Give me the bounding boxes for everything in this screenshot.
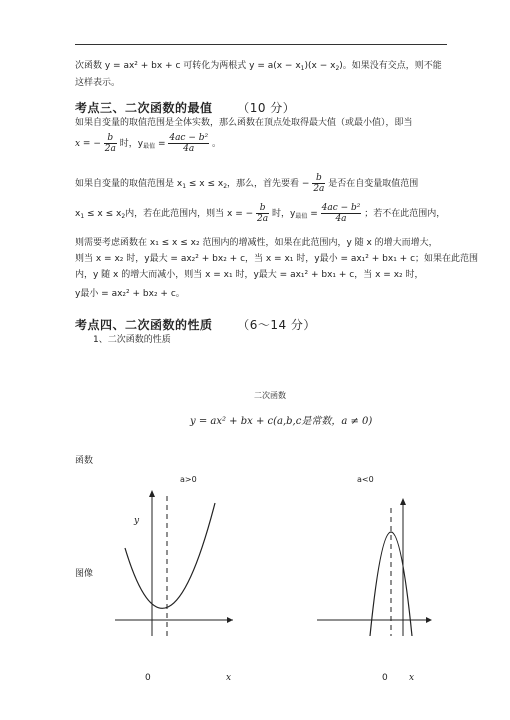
p4-frac2-num: b bbox=[256, 203, 269, 214]
p3-frac1-num: b bbox=[104, 133, 117, 144]
origin-label-right: 0 bbox=[382, 673, 388, 683]
section-heading-4 bbox=[75, 316, 316, 333]
p4-l1-d: 是否在自变量取值范围 bbox=[328, 179, 419, 189]
p4-l1-a: 如果自变量的取值范围是 x bbox=[75, 179, 183, 189]
p3-x-eq: x = − bbox=[75, 139, 101, 149]
label-a-negative: a<0 bbox=[357, 475, 374, 484]
p4-ymax-sub: 最值 bbox=[295, 213, 308, 220]
p4-l2-e: = bbox=[307, 209, 321, 219]
p4-l1-b: ≤ x ≤ x bbox=[186, 179, 224, 189]
p4-line-5: 内，y 随 x 的增大而减小，则当 x = x₁ 时，y最大 = ax₁² + bx₁ + c，当 x = x₂ 时， bbox=[75, 270, 424, 280]
graph-upward-parabola bbox=[115, 488, 235, 638]
subheading-1: 1、二次函数的性质 bbox=[93, 335, 171, 345]
label-a-positive: a>0 bbox=[180, 475, 197, 484]
graph-downward-parabola bbox=[315, 488, 435, 638]
p4-l2-b: ≤ x ≤ x bbox=[84, 209, 122, 219]
p4-l2-c: 内，若在此范围内，则当 x = − bbox=[125, 209, 254, 219]
p4-fraction-vertex-1 bbox=[312, 173, 325, 194]
heading-4-title: 考点四、二次函数的性质 bbox=[75, 318, 213, 332]
p4-line-2: $x_1 \le x \le x_2$内，若在此范围内，则当 x = − $\frac{b}{2a}$ 时，$y_{最值}$ = $\frac{\text{4ac − b²}}{4a}$ ；若不在此范围内， bbox=[75, 203, 446, 224]
p4-l2-d: 时，y bbox=[272, 209, 296, 219]
p4-fraction-extreme bbox=[321, 203, 362, 224]
p4-line-6: y最小 = ax₂² + bx₂ + c。 bbox=[75, 289, 185, 299]
y-axis-label: y bbox=[134, 516, 140, 526]
parabola-curve-up bbox=[125, 503, 215, 608]
p3-ymax-sub: 最值 bbox=[143, 143, 156, 150]
p3-frac1-den: 2a bbox=[104, 144, 116, 154]
p4-line-3: 则需要考虑函数在 x₁ ≤ x ≤ x₂ 范围内的增减性，如果在此范围内，y 随 x 的增大而增大， bbox=[75, 238, 438, 248]
y-axis-arrow-left bbox=[149, 490, 155, 497]
p3-frac2-den: 4a bbox=[183, 144, 195, 154]
p3-fraction-vertex bbox=[104, 133, 117, 154]
p4-fraction-vertex-2 bbox=[256, 203, 269, 224]
p4-l2-a: x bbox=[75, 209, 81, 219]
heading-4-score: （6～14 分） bbox=[237, 318, 316, 332]
p3-frac2-num: 4ac − b² bbox=[169, 133, 209, 143]
x-axis-arrow-right bbox=[426, 617, 432, 623]
p4-l2-f: ；若不在此范围内， bbox=[364, 209, 446, 219]
p3-line-1: 如果自变量的取值范围是全体实数，那么函数在顶点处取得最大值（或最小值），即当 bbox=[75, 118, 413, 128]
heading-3-score: （10 分） bbox=[237, 101, 296, 115]
text-line-2: 这样表示。 bbox=[75, 78, 121, 88]
p4-frac3-den: 4a bbox=[335, 214, 347, 224]
p3-end: 。 bbox=[211, 139, 221, 149]
origin-label-left: 0 bbox=[145, 673, 151, 683]
section-heading-3 bbox=[75, 99, 295, 116]
p4-line-1: 如果自变量的取值范围是 $x_1 \le x \le x_2$，那么，首先要看 − $\frac{b}{2a}$ 是否在自变量取值范围 bbox=[75, 173, 419, 194]
row-label-function: 函数 bbox=[75, 456, 94, 466]
p4-l1-c: ，那么，首先要看 − bbox=[227, 179, 310, 189]
p3-when: 时，y bbox=[119, 139, 144, 149]
p4-frac-num: b bbox=[312, 173, 325, 184]
x-axis-label-right: x bbox=[409, 673, 415, 683]
x-axis-label-left: x bbox=[226, 673, 232, 683]
p3-fraction-extreme bbox=[168, 133, 209, 154]
p4-frac-den: 2a bbox=[313, 184, 325, 194]
p4-frac2-den: 2a bbox=[257, 214, 269, 224]
y-axis-arrow-right bbox=[400, 498, 406, 505]
p3-eq: = bbox=[155, 139, 169, 149]
line1-part-a: 次函数 y = ax² + bx + c 可转化为两根式 y = a(x − x bbox=[75, 61, 301, 71]
top-rule bbox=[75, 44, 447, 45]
line1-part-b: )(x − x bbox=[304, 61, 336, 71]
function-formula: y = ax² + bx + c(a,b,c是常数，a ≠ 0) bbox=[190, 416, 373, 427]
line1-part-c: )。如果没有交点，则不能 bbox=[339, 61, 442, 71]
heading-3-title: 考点三、二次函数的最值 bbox=[75, 101, 213, 115]
x-axis-arrow-left bbox=[227, 617, 233, 623]
p4-line-4: 则当 x = x₂ 时，y最大 = ax₂² + bx₂ + c，当 x = x₁ 时，y最小 = ax₁² + bx₁ + c；如果在此范围 bbox=[75, 254, 479, 264]
row-label-image: 图像 bbox=[75, 569, 94, 579]
p4-frac3-num: 4ac − b² bbox=[321, 203, 361, 213]
p3-line-2 bbox=[75, 132, 221, 159]
text-line-1: 次函数 y = ax² + bx + c 可转化为两根式 $y = a(x - x_1)(x - x_2)$。如果没有交点，则不能 bbox=[75, 61, 442, 72]
function-title: 二次函数 bbox=[254, 391, 286, 400]
